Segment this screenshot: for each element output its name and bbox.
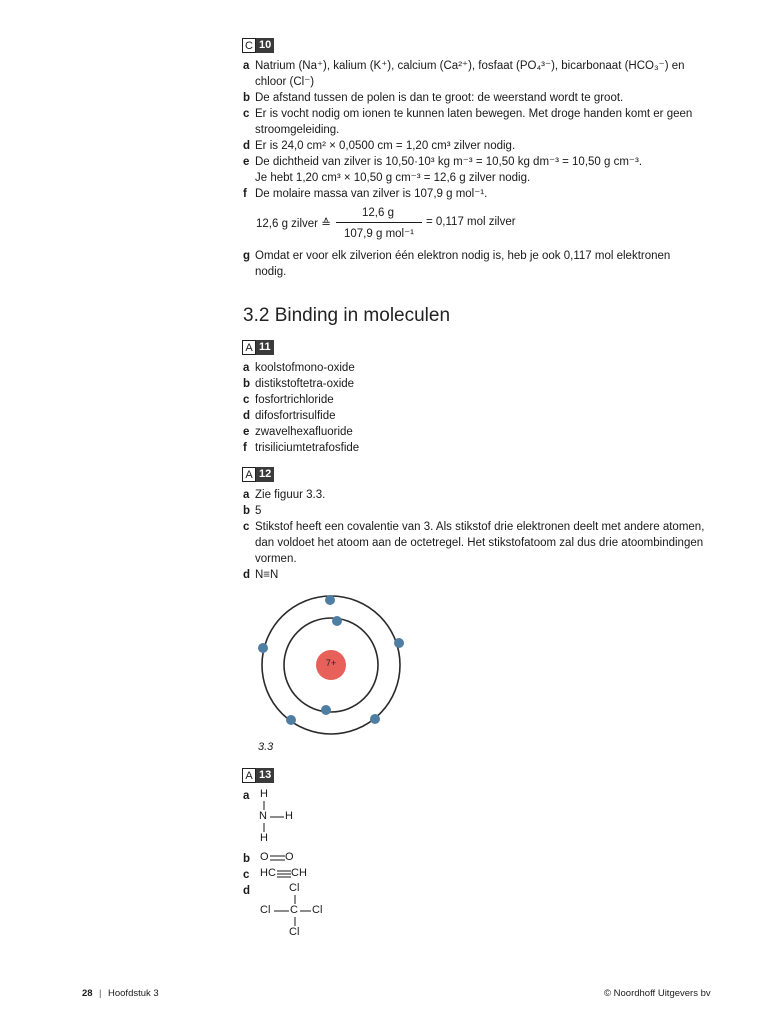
badge-number: 13	[256, 768, 274, 783]
formula-denominator: 107,9 g mol⁻¹	[344, 228, 414, 240]
answer-text: Natrium (Na⁺), kalium (K⁺), calcium (Ca²⁺), fosfaat (PO₄³⁻), bicarbonaat (HCO₃⁻) en	[255, 60, 685, 72]
atom-h-bottom: H	[260, 832, 268, 844]
answer-key: a	[243, 790, 250, 802]
answer-text: N≡N	[255, 569, 279, 581]
answer-text: Je hebt 1,20 cm³ × 10,50 g cm⁻³ = 12,6 g zilver nodig.	[255, 172, 531, 184]
atom-ch-right: CH	[291, 867, 307, 879]
badge-letter: A	[242, 768, 256, 783]
answer-key: c	[243, 521, 250, 533]
atom-cl-right: Cl	[312, 904, 323, 916]
answer-key: b	[243, 378, 251, 390]
formula-numerator: 12,6 g	[362, 207, 394, 219]
answer-key: g	[243, 250, 251, 262]
answer-text: koolstofmono-oxide	[255, 362, 355, 374]
atom-o-left: O	[260, 851, 269, 863]
atom-cl-left: Cl	[260, 904, 271, 916]
answer-key: a	[243, 60, 250, 72]
answer-text: De molaire massa van zilver is 107,9 g mol⁻¹.	[255, 188, 488, 200]
answer-text: De afstand tussen de polen is dan te groot: de weerstand wordt te groot.	[255, 92, 624, 104]
badge-number: 12	[256, 467, 274, 482]
answer-text: stroomgeleiding.	[255, 124, 340, 136]
answer-key: d	[243, 569, 251, 581]
answer-key: a	[243, 362, 250, 374]
answer-key: b	[243, 853, 251, 865]
answer-text: trisiliciumtetrafosfide	[255, 442, 360, 454]
answer-text: De dichtheid van zilver is 10,50·10³ kg m⁻³ = 10,50 kg dm⁻³ = 10,50 g cm⁻³.	[255, 156, 643, 168]
atom-cl-top: Cl	[289, 882, 300, 894]
badge-letter: A	[242, 467, 256, 482]
answer-key: f	[243, 188, 247, 200]
answer-text: distikstoftetra-oxide	[255, 378, 355, 390]
atom-c: C	[290, 904, 298, 916]
answer-text: nodig.	[255, 266, 287, 278]
answer-key: d	[243, 140, 251, 152]
atom-h-top: H	[260, 788, 268, 800]
answer-text: zwavelhexafluoride	[255, 426, 353, 438]
atom-hc-left: HC	[260, 867, 276, 879]
page-number: 28	[82, 988, 93, 999]
badge-letter: C	[242, 38, 256, 53]
answer-text: fosfortrichloride	[255, 394, 334, 406]
answer-key: e	[243, 156, 250, 168]
badge-letter: A	[242, 340, 256, 355]
answer-text: vormen.	[255, 553, 297, 565]
answer-text: Er is vocht nodig om ionen te kunnen laten bewegen. Met droge handen komt er geen	[255, 108, 693, 120]
answer-key: e	[243, 426, 250, 438]
answer-key: d	[243, 885, 251, 897]
answer-key: d	[243, 410, 251, 422]
footer-separator: |	[99, 988, 102, 999]
figure-caption: 3.3	[258, 741, 274, 753]
badge-number: 11	[256, 340, 274, 355]
answer-key: c	[243, 869, 250, 881]
section-heading: 3.2 Binding in moleculen	[243, 305, 451, 326]
answer-text: Omdat er voor elk zilverion één elektron nodig is, heb je ook 0,117 mol elektronen	[255, 250, 671, 262]
formula-right: = 0,117 mol zilver	[426, 216, 516, 228]
chapter-label: Hoofdstuk 3	[108, 988, 159, 999]
answer-key: c	[243, 108, 250, 120]
answer-text: difosfortrisulfide	[255, 410, 336, 422]
answer-key: b	[243, 92, 251, 104]
formula-left: 12,6 g zilver ≙	[256, 218, 331, 230]
answer-text: Zie figuur 3.3.	[255, 489, 326, 501]
answer-text: Stikstof heeft een covalentie van 3. Als stikstof drie elektronen deelt met andere atomen,	[255, 521, 705, 533]
atom-cl-bottom: Cl	[289, 926, 300, 938]
answer-text: dan voldoet het atoom aan de octetregel. Het stikstofatoom zal dus drie atoombindingen	[255, 537, 704, 549]
answer-key: f	[243, 442, 247, 454]
copyright: © Noordhoff Uitgevers bv	[604, 988, 711, 999]
answer-text: chloor (Cl⁻)	[255, 76, 315, 88]
atom-h-right: H	[285, 810, 293, 822]
answer-text: 5	[255, 505, 262, 517]
answer-key: b	[243, 505, 251, 517]
nucleus-label: 7+	[325, 658, 337, 668]
answer-key: a	[243, 489, 250, 501]
atom-o-right: O	[285, 851, 294, 863]
badge-number: 10	[256, 38, 274, 53]
answer-key: c	[243, 394, 250, 406]
answer-text: Er is 24,0 cm² × 0,0500 cm = 1,20 cm³ zilver nodig.	[255, 140, 516, 152]
atom-n: N	[259, 810, 267, 822]
